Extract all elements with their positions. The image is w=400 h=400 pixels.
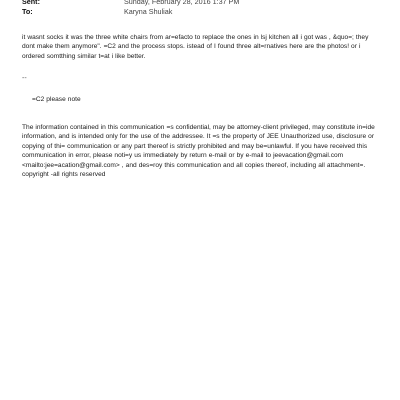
sent-label: Sent:: [22, 0, 40, 6]
confidentiality-disclaimer: The information contained in this communication =s confidential, may be attorney-client privileged, may constitute in=ide information, and is intended only for the use of the addressee. It =s the property of JEE Unauthorized use, disclosure or copying of thi= communication or any part thereof is strictly prohibited and may be=unlawful. If you have received this communication in error, please noti=y us immediately by return e-mail or by e-mail to jeevacation@gmail.com <mailto:jee=acation@gmail.com> , and des=roy this communication and all copies thereof, including all attachment=. copyright -all rights reserved: [22, 124, 375, 179]
note-line: =C2 please note: [32, 96, 81, 103]
sent-date: Sunday, February 28, 2016 1:37 PM: [124, 0, 240, 6]
message-body: it wasnt socks it was the three white chairs from ar=efacto to replace the ones in lsj kitchen all i got was , &quo=; they dont make them anymore". =C2 and the process stops. istead of I found three alt=rnatives here are the photos! or i ordered somtthing similar t=at i like better.: [22, 34, 369, 60]
separator-dashes: --: [22, 75, 27, 82]
recipient-name: Karyna Shuliak: [124, 7, 173, 16]
to-label: To:: [22, 7, 33, 16]
